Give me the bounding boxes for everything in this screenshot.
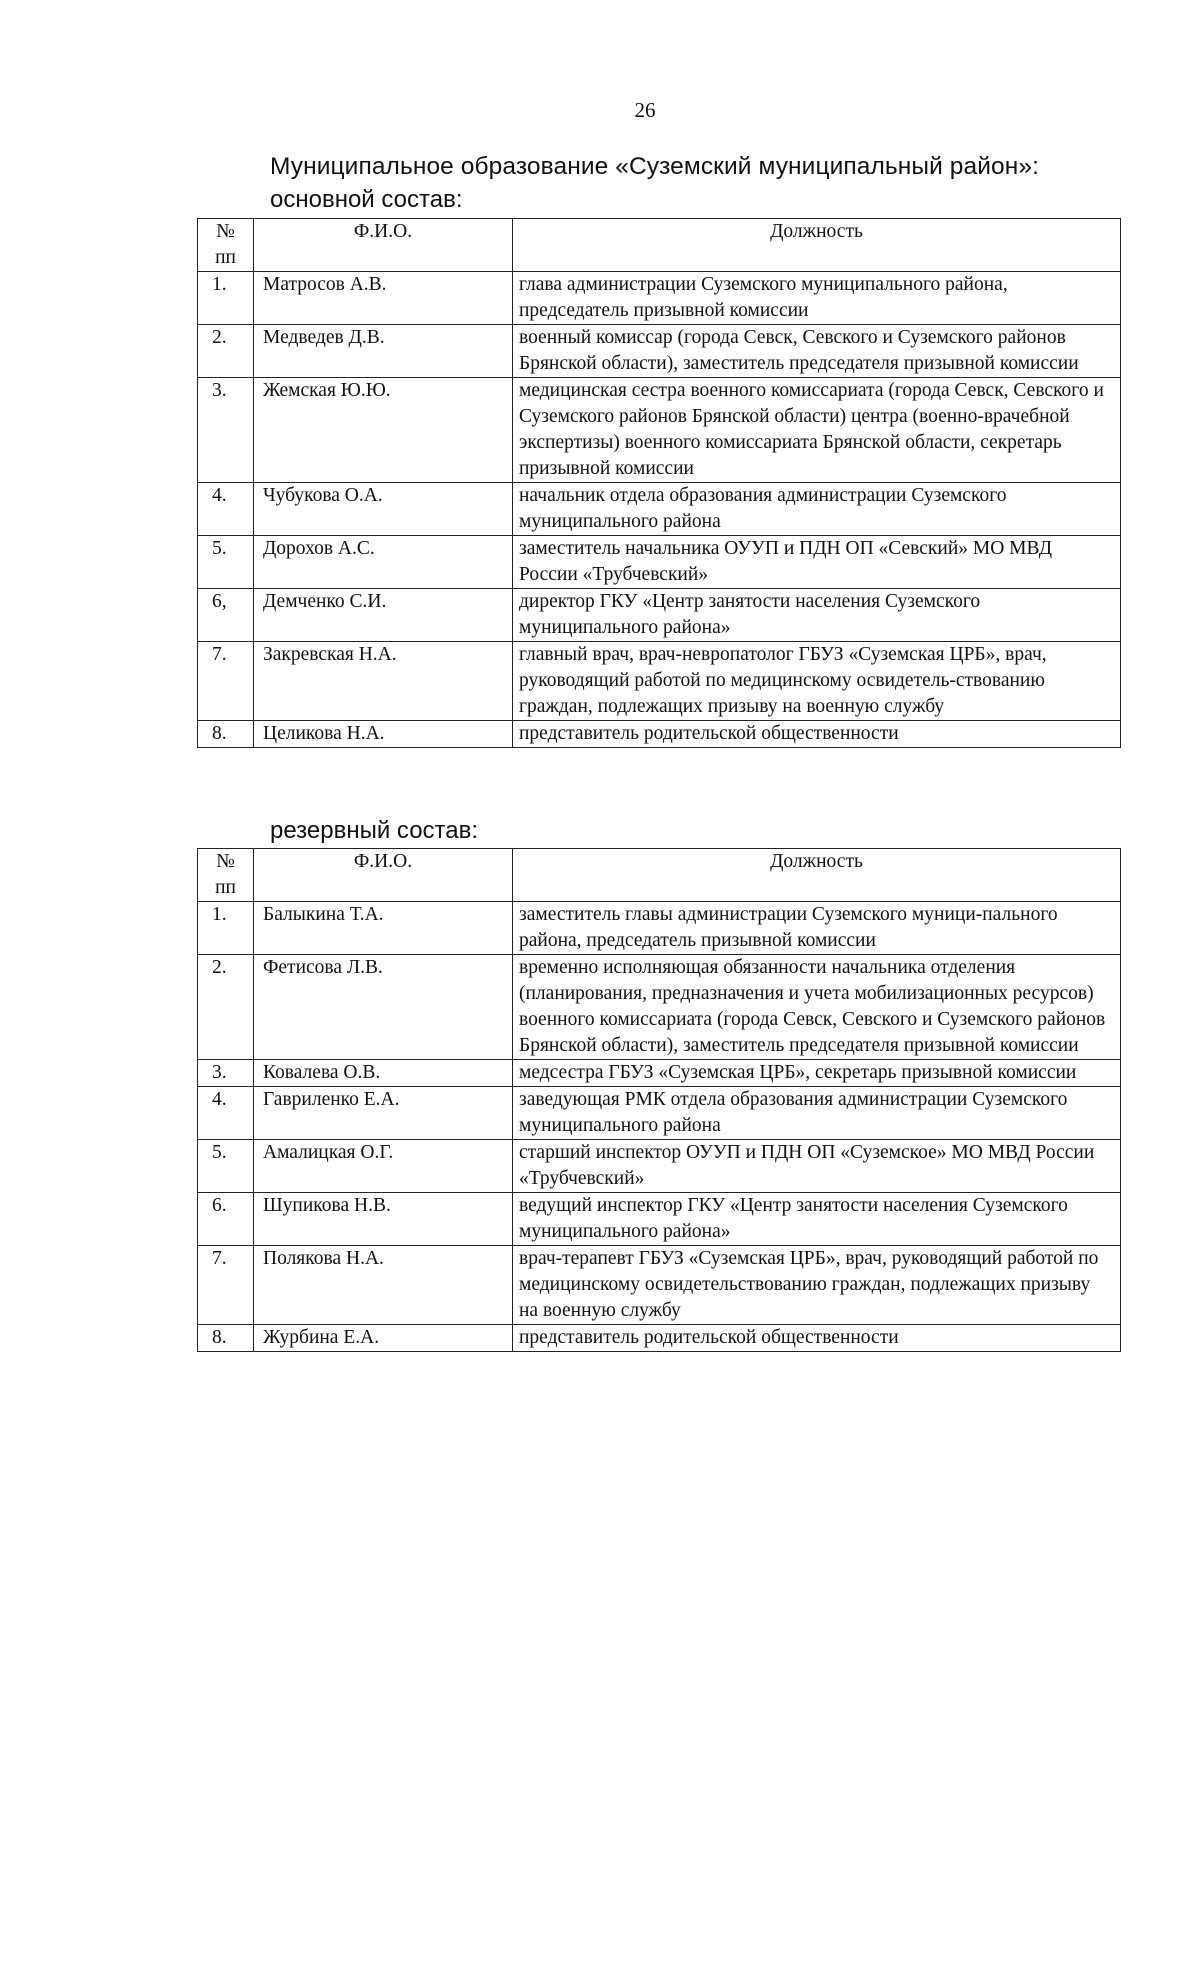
member-position: директор ГКУ «Центр занятости населения Суземского муниципального района» [513,589,1121,642]
member-name: Гавриленко Е.А. [254,1087,513,1140]
member-name: Демченко С.И. [254,589,513,642]
table-row [198,1140,1121,1193]
member-name: Жемская Ю.Ю. [254,378,513,483]
table-header-row [198,219,1121,272]
header-num-abbrev: пп [215,877,236,898]
row-number: 2. [198,325,254,378]
row-number: 2. [198,955,254,1060]
header-num-symbol: № [216,221,235,242]
member-name: Балыкина Т.А. [254,902,513,955]
row-number: 4. [198,1087,254,1140]
table-row [198,483,1121,536]
main-composition-table [197,218,1121,748]
member-name: Матросов А.В. [254,272,513,325]
table-row [198,1193,1121,1246]
row-number: 1. [198,902,254,955]
page-number: 26 [634,98,656,122]
row-number: 5. [198,1140,254,1193]
member-position: военный комиссар (города Севск, Севского и Суземского районов Брянской области), заместитель председателя призывной комиссии [513,325,1121,378]
column-header-position: Должность [513,849,1121,902]
column-header-name: Ф.И.О. [254,219,513,272]
member-position: представитель родительской общественности [513,721,1121,748]
column-header-number [198,849,254,902]
row-number: 5. [198,536,254,589]
row-number: 1. [198,272,254,325]
header-num-abbrev: пп [215,247,236,268]
member-name: Закревская Н.А. [254,642,513,721]
member-position: врач-терапевт ГБУЗ «Суземская ЦРБ», врач, руководящий работой по медицинскому освидетельствованию граждан, подлежащих призыву на военную службу [513,1246,1121,1325]
member-name: Журбина Е.А. [254,1325,513,1352]
member-position: ведущий инспектор ГКУ «Центр занятости населения Суземского муниципального района» [513,1193,1121,1246]
member-position: заместитель начальника ОУУП и ПДН ОП «Севский» МО МВД России «Трубчевский» [513,536,1121,589]
member-name: Фетисова Л.В. [254,955,513,1060]
member-name: Амалицкая О.Г. [254,1140,513,1193]
column-header-number [198,219,254,272]
member-position: главный врач, врач-невропатолог ГБУЗ «Суземская ЦРБ», врач, руководящий работой по медицинскому освидетель-ствованию граждан, подлежащих призыву на военную службу [513,642,1121,721]
header-num-symbol: № [216,851,235,872]
member-position: начальник отдела образования администрации Суземского муниципального района [513,483,1121,536]
table-row [198,1060,1121,1087]
table-row [198,1325,1121,1352]
table-row [198,1246,1121,1325]
table-row [198,536,1121,589]
row-number: 7. [198,642,254,721]
reserve-composition-label: резервный состав: [270,817,479,844]
row-number: 3. [198,378,254,483]
member-position: медсестра ГБУЗ «Суземская ЦРБ», секретарь призывной комиссии [513,1060,1121,1087]
table-row [198,902,1121,955]
member-position: временно исполняющая обязанности начальника отделения (планирования, предназначения и учета мобилизационных ресурсов) военного комиссариата (города Севск, Севского и Суземского районов Брянской области), заместитель председателя призывной комиссии [513,955,1121,1060]
table-row [198,272,1121,325]
row-number: 8. [198,1325,254,1352]
row-number: 6. [198,1193,254,1246]
document-title: Муниципальное образование «Суземский муниципальный район»: [270,153,1039,180]
member-position: старший инспектор ОУУП и ПДН ОП «Суземское» МО МВД России «Трубчевский» [513,1140,1121,1193]
row-number: 7. [198,1246,254,1325]
member-position: заведующая РМК отдела образования администрации Суземского муниципального района [513,1087,1121,1140]
member-name: Чубукова О.А. [254,483,513,536]
main-table-body [198,272,1121,748]
row-number: 3. [198,1060,254,1087]
member-position: медицинская сестра военного комиссариата (города Севск, Севского и Суземского районов Брянской области) центра (военно-врачебной экспертизы) военного комиссариата Брянской области, секретарь призывной комиссии [513,378,1121,483]
member-name: Дорохов А.С. [254,536,513,589]
table-row [198,721,1121,748]
table-header-row [198,849,1121,902]
column-header-position: Должность [513,219,1121,272]
table-row [198,589,1121,642]
table-row [198,1087,1121,1140]
row-number: 4. [198,483,254,536]
member-name: Полякова Н.А. [254,1246,513,1325]
table-row [198,955,1121,1060]
member-position: заместитель главы администрации Суземского муници-пального района, председатель призывной комиссии [513,902,1121,955]
member-position: представитель родительской общественности [513,1325,1121,1352]
member-name: Шупикова Н.В. [254,1193,513,1246]
member-name: Ковалева О.В. [254,1060,513,1087]
row-number: 8. [198,721,254,748]
table-row [198,378,1121,483]
table-row [198,642,1121,721]
row-number: 6, [198,589,254,642]
reserve-table-body [198,902,1121,1352]
column-header-name: Ф.И.О. [254,849,513,902]
reserve-composition-table [197,848,1121,1352]
table-row [198,325,1121,378]
member-name: Медведев Д.В. [254,325,513,378]
member-name: Целикова Н.А. [254,721,513,748]
main-composition-label: основной состав: [270,186,463,213]
member-position: глава администрации Суземского муниципального района, председатель призывной комиссии [513,272,1121,325]
